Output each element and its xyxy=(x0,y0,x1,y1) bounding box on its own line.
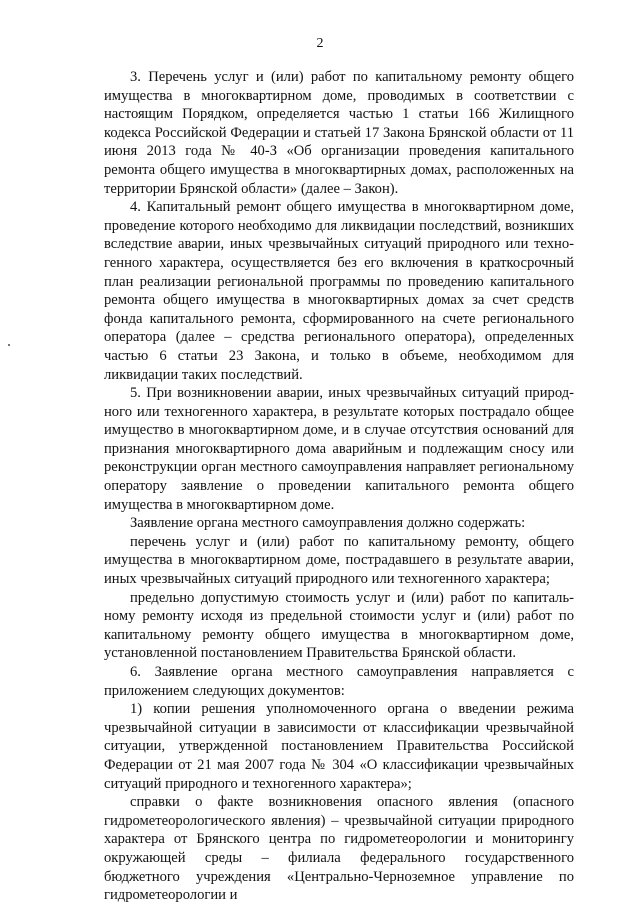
paragraph-statement-intro: Заявление органа местного самоуправления должно содержать: xyxy=(130,515,526,532)
paragraph-6: 6. Заявление органа местного самоуправления направляется с приложением следующих документов: xyxy=(104,664,574,699)
paragraph-statement-item-2: предельно допустимую стоимость услуг и (или) работ по капитальному ремонту исходя из предельной стоимости услуг и (или) работ по капитальному ремонту общего имущества в многоквартирном доме, установленной постановлением Правительства Брянской области. xyxy=(104,589,574,662)
margin-mark xyxy=(8,344,10,346)
paragraph-6-item-1: 1) копии решения уполномоченного органа о введении режима чрезвычайной ситуации в зависимости от классификации чрезвычайной ситуации, утвержденной постановлением Правительства Российской Федерации от 21 мая 2007 года № 304 «О классификации чрезвычайных ситуаций природного и техногенного характера»; xyxy=(104,701,574,792)
paragraph-statement-item-1: перечень услуг и (или) работ по капитальному ремонту, общего имущества в многоквартирном доме, пострадавшего в результате аварии, иных чрезвычайных ситуаций природного или техногенного характера; xyxy=(104,533,574,588)
paragraph-6-item-certificate: справки о факте возникновения опасного явления (опасного гидрометеорологического явления) – чрезвычайной ситуации природного характера от Брянского центра по гидрометеорологии и мониторингу окружающей среды – филиала федерального государственного бюджетного учреждения «Центрально-Черноземное управление по гидрометеорологии и xyxy=(104,794,574,904)
paragraph-4: 4. Капитальный ремонт общего имущества в многоквартирном доме, проведение которого необходимо для ликвидации последствий, возникших вследствие аварии, иных чрезвычайных ситуаций природного или техногенного характера, осуществляется без его включения в краткосрочный план реализации региональной программы по проведению капитального ремонта общего имущества в многоквартирных домах за счет средств фонда капитального ремонта, сформированного на счете регионального оператора (далее – средства регионального оператора), определенных частью 6 статьи 23 Закона, и только в объеме, необходимом для ликвидации таких последствий. xyxy=(104,199,574,383)
paragraph-3: 3. Перечень услуг и (или) работ по капитальному ремонту общего имущества в многоквартирном доме, проводимых в соответствии с настоящим Порядком, определяется частью 1 статьи 166 Жилищного кодекса Российской Федерации и статьей 17 Закона Брянской области от 11 июня 2013 года № 40-З «Об организации проведения капитального ремонта общего имущества в многоквартирных домах, расположенных на территории Брянской области» (далее – Закон). xyxy=(104,69,574,197)
page-number: 2 xyxy=(316,36,324,51)
paragraph-5: 5. При возникновении аварии, иных чрезвычайных ситуаций природного или техногенного характера, в результате которых пострадало общее имущество в многоквартирном доме, и в случае отсутствия оснований для признания многоквартирного дома аварийным и подлежащим сносу или реконструкции орган местного самоуправления направляет региональному оператору заявление о проведении капитального ремонта общего имущества в многоквартирном доме. xyxy=(104,385,574,513)
document-body xyxy=(104,68,574,905)
